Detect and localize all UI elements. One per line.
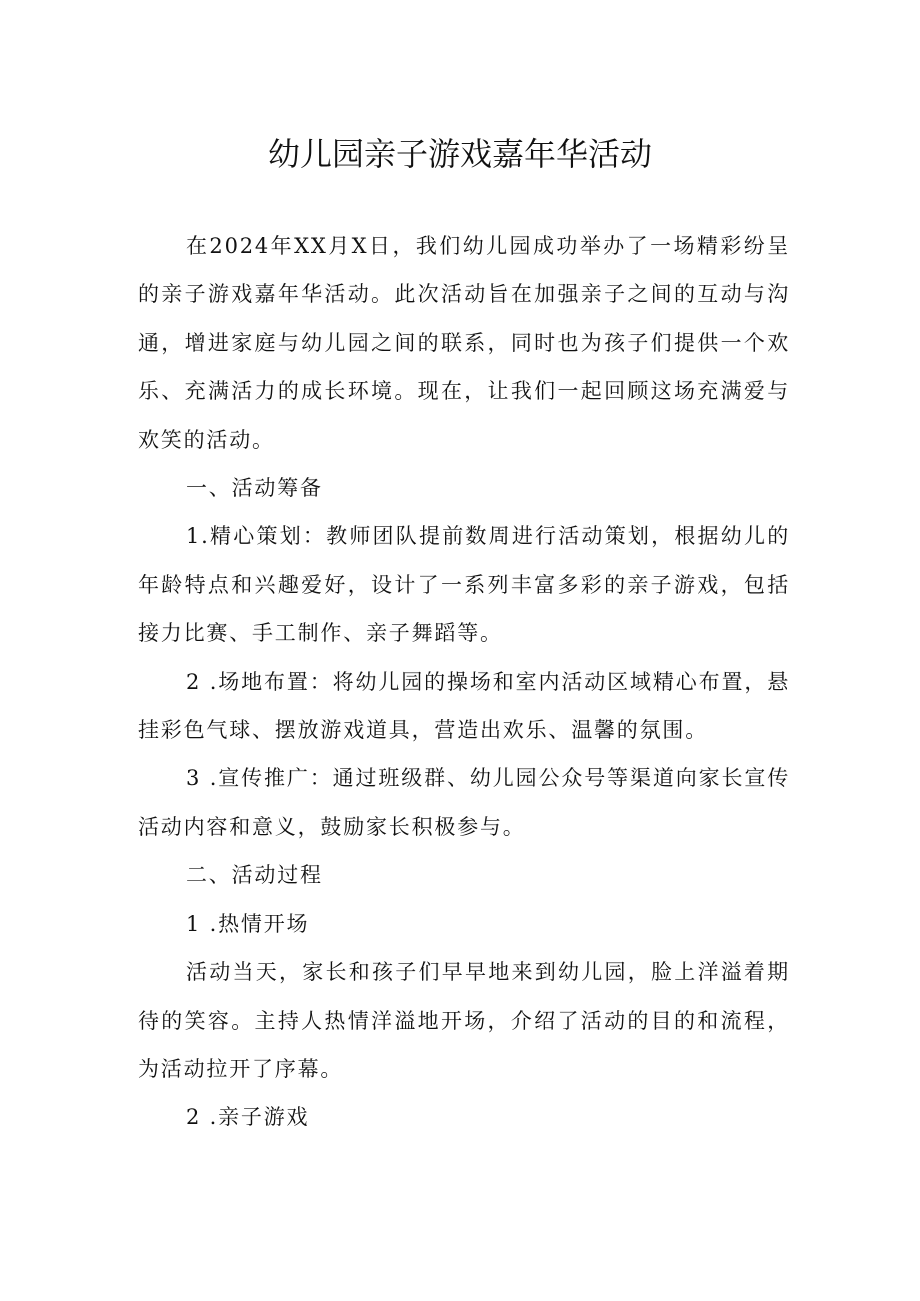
process-subheading-games: 2 .亲子游戏 — [186, 1105, 310, 1130]
opening-paragraph: 活动当天，家长和孩子们早早地来到幼儿园，脸上洋溢着期待的笑容。主持人热情洋溢地开场，介绍了活动的目的和流程，为活动拉开了序幕。 — [138, 960, 790, 1081]
preparation-item-venue: 2 .场地布置：将幼儿园的操场和室内活动区域精心布置，悬挂彩色气球、摆放游戏道具，营造出欢乐、温馨的氛围。 — [138, 669, 790, 743]
section-heading-process: 二、活动过程 — [186, 863, 323, 888]
preparation-item-promotion: 3 .宣传推广：通过班级群、幼儿园公众号等渠道向家长宣传活动内容和意义，鼓励家长积极参与。 — [138, 766, 790, 839]
section-heading-preparation: 一、活动筹备 — [186, 476, 323, 501]
process-subheading-opening: 1 .热情开场 — [186, 911, 310, 936]
preparation-item-planning: 1.精心策划：教师团队提前数周进行活动策划，根据幼儿的年龄特点和兴趣爱好，设计了一系列丰富多彩的亲子游戏，包括接力比赛、手工制作、亲子舞蹈等。 — [138, 524, 790, 646]
document-body — [138, 222, 790, 1142]
intro-paragraph: 在2024年XX月X日，我们幼儿园成功举办了一场精彩纷呈的亲子游戏嘉年华活动。此次活动旨在加强亲子之间的互动与沟通，增进家庭与幼儿园之间的联系，同时也为孩子们提供一个欢乐、充满活力的成长环境。现在，让我们一起回顾这场充满爱与欢笑的活动。 — [138, 234, 790, 452]
document-title: 幼儿园亲子游戏嘉年华活动 — [267, 135, 652, 173]
